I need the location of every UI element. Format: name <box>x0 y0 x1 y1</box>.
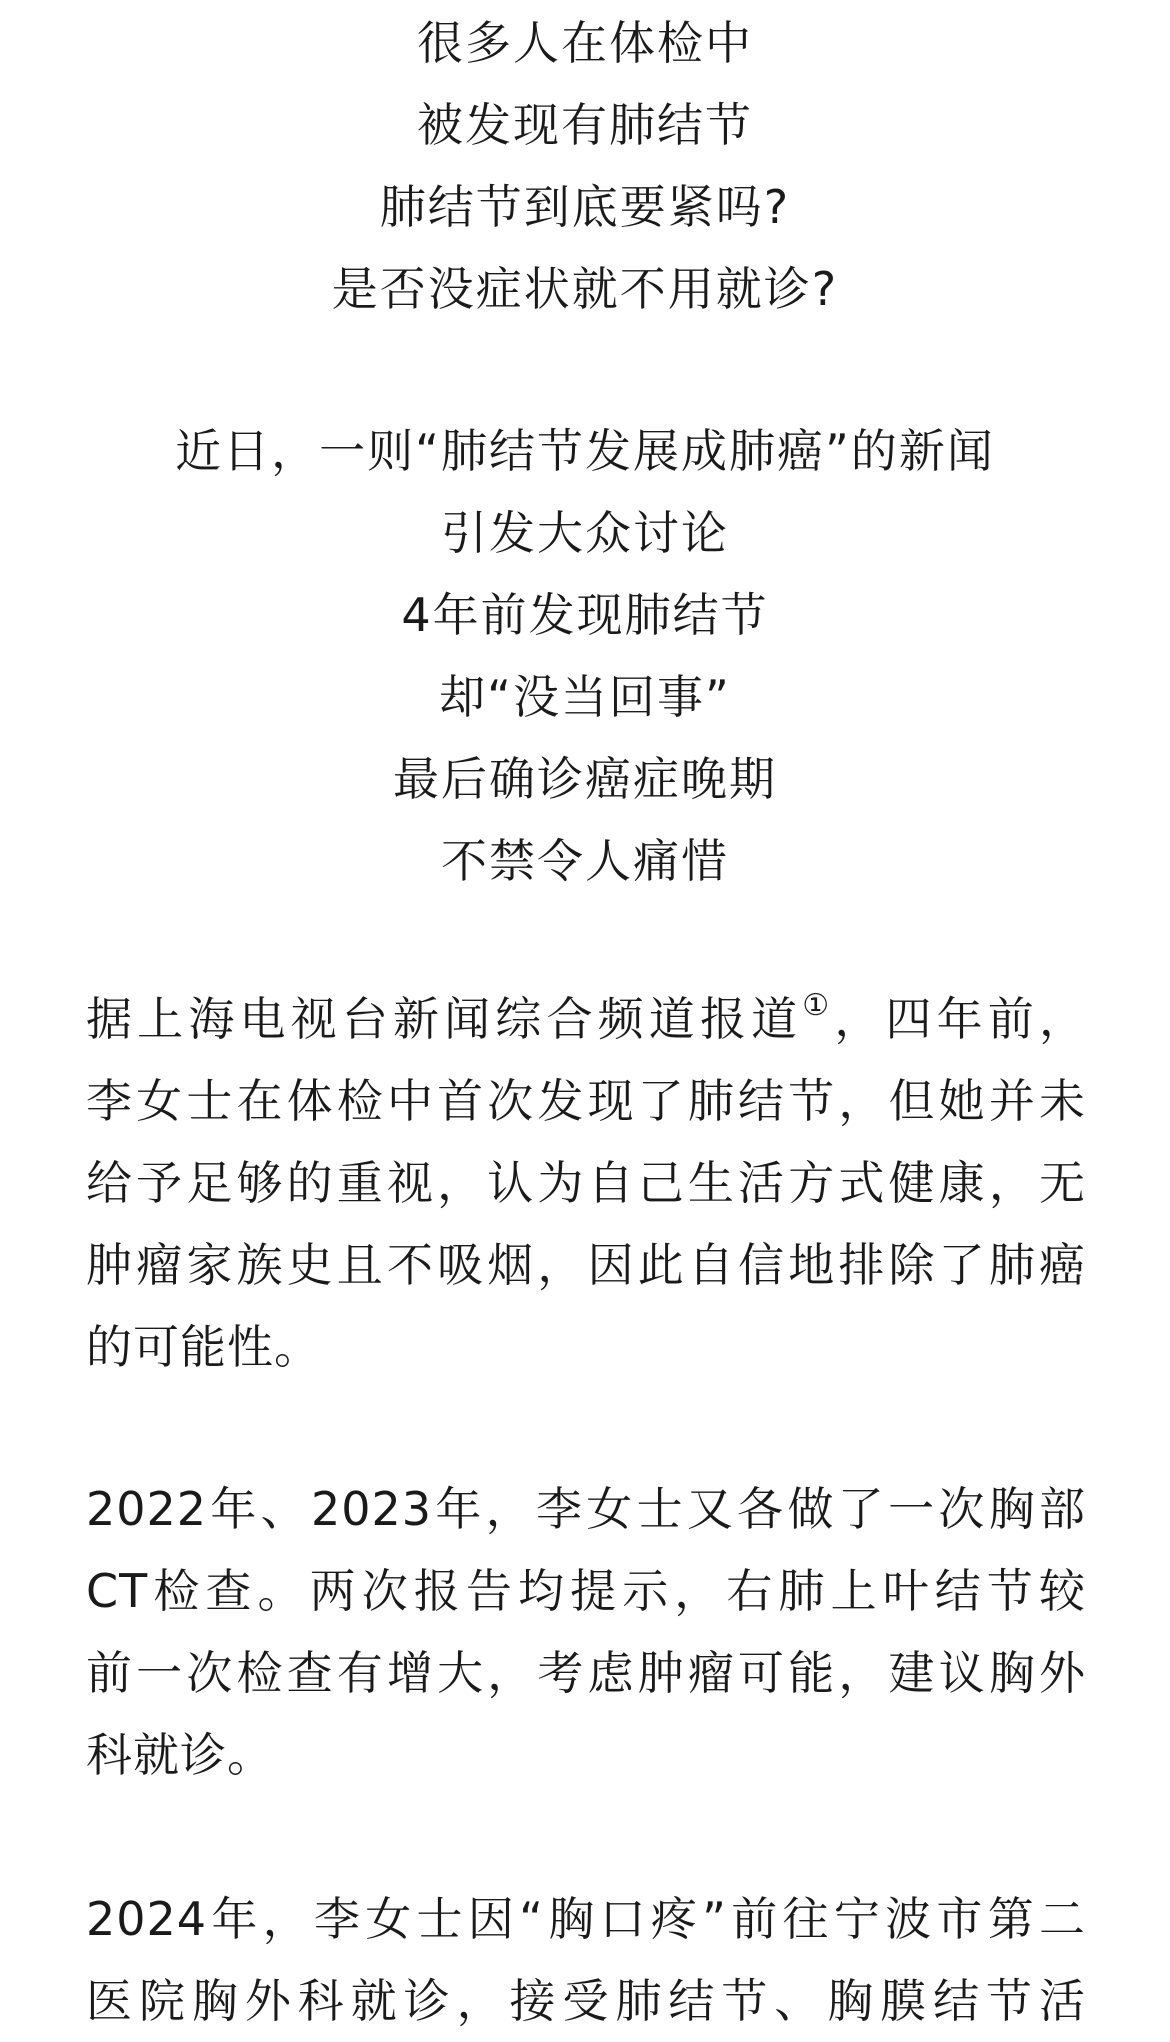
paragraph-line: 的可能性。 <box>86 1320 321 1374</box>
news-summary-line: 最后确诊癌症晚期 <box>393 752 777 806</box>
intro-line: 是否没症状就不用就诊? <box>331 262 839 316</box>
news-summary-line: 却“没当回事” <box>439 670 731 724</box>
paragraph-line: 李女士在体检中首次发现了肺结节，但她并未 <box>86 1074 1086 1128</box>
intro-line: 被发现有肺结节 <box>417 98 753 152</box>
footnote-reference-mark: ① <box>802 988 835 1023</box>
paragraph-line: 给予足够的重视，认为自己生活方式健康，无 <box>86 1156 1086 1210</box>
news-summary-block <box>0 410 1170 902</box>
paragraph-line: 科就诊。 <box>86 1728 274 1782</box>
paragraph-text: ，四年前， <box>834 992 1086 1046</box>
intro-text-block <box>0 2 1170 330</box>
paragraph-line: 肿瘤家族史且不吸烟，因此自信地排除了肺癌 <box>86 1238 1086 1292</box>
intro-line: 肺结节到底要紧吗? <box>379 180 791 234</box>
paragraph-line <box>86 978 1086 1060</box>
paragraph-line: 2024年，李女士因“胸口疼”前往宁波市第二 <box>86 1892 1086 1946</box>
paragraph-line: 医院胸外科就诊，接受肺结节、胸膜结节活 <box>86 1974 1086 2028</box>
paragraph-line: 前一次检查有增大，考虑肿瘤可能，建议胸外 <box>86 1646 1086 1700</box>
body-paragraph-hospital-visit <box>86 1878 1086 2042</box>
intro-line: 很多人在体检中 <box>417 16 753 70</box>
paragraph-line: 2022年、2023年，李女士又各做了一次胸部 <box>86 1482 1086 1536</box>
body-paragraph-ct-checks <box>86 1468 1086 1796</box>
paragraph-text: 据上海电视台新闻综合频道报道 <box>86 992 803 1046</box>
news-summary-line: 近日，一则“肺结节发展成肺癌”的新闻 <box>175 424 995 478</box>
paragraph-line: CT检查。两次报告均提示，右肺上叶结节较 <box>86 1564 1086 1618</box>
news-summary-line: 不禁令人痛惜 <box>441 834 729 888</box>
body-paragraph-first-discovery <box>86 978 1086 1388</box>
news-summary-line: 4年前发现肺结节 <box>401 588 769 642</box>
news-summary-line: 引发大众讨论 <box>441 506 729 560</box>
